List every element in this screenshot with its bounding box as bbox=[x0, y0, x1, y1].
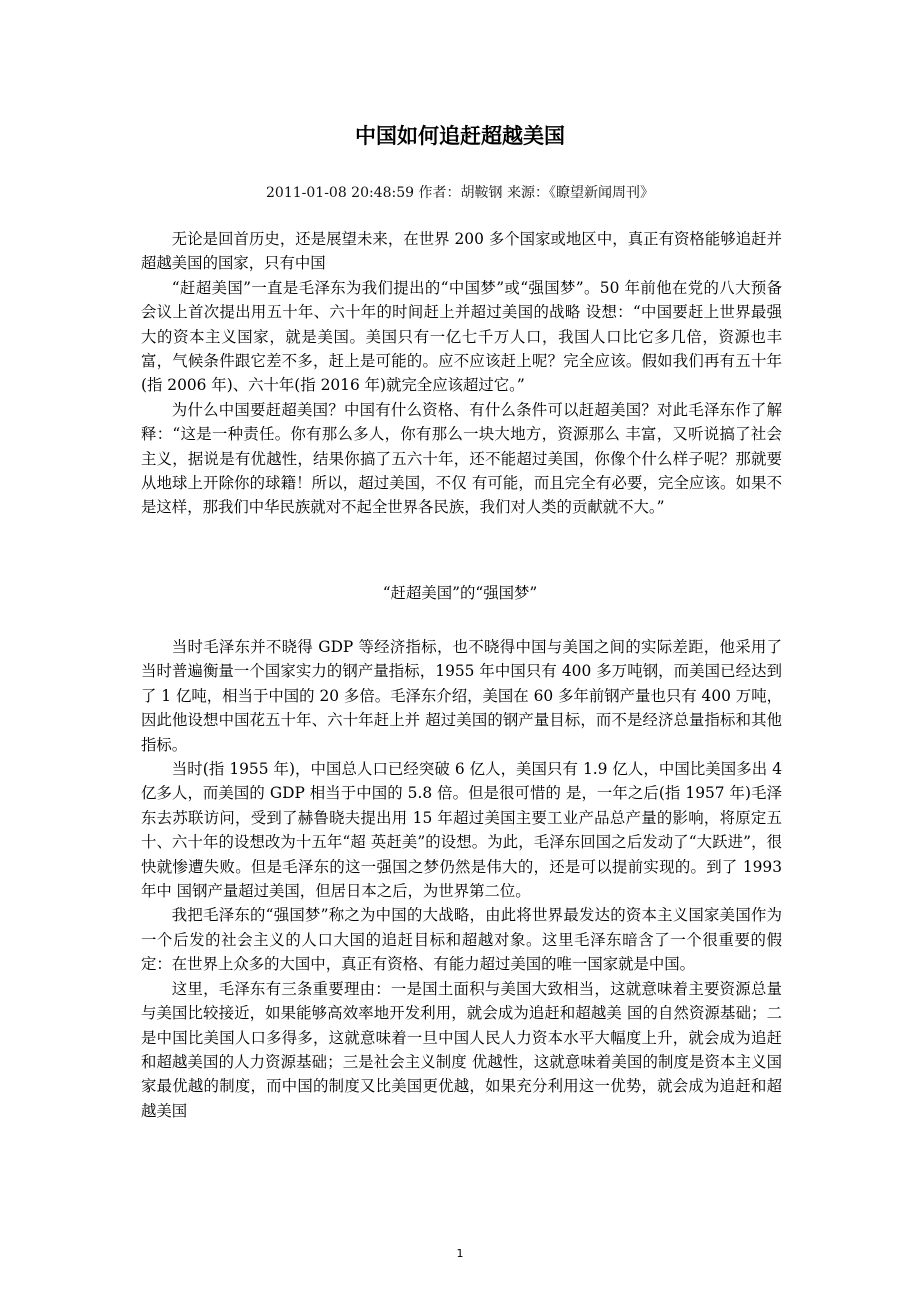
page-number: 1 bbox=[456, 1247, 464, 1260]
paragraph: 我把毛泽东的“强国梦”称之为中国的大战略，由此将世界最发达的资本主义国家美国作为一个后发的社会主义的人口大国的追赶目标和超越对象。这里毛泽东暗含了一个很重要的假定：在世界上众多的大国中，真正有资格、有能力超过美国的唯一国家就是中国。 bbox=[141, 906, 782, 974]
paragraph: 无论是回首历史，还是展望未来，在世界 200 多个国家或地区中，真正有资格能够追赶并超越美国的国家，只有中国 bbox=[141, 230, 782, 273]
article-body-section-2 bbox=[141, 635, 782, 1123]
paragraph: “赶超美国”一直是毛泽东为我们提出的“中国梦”或“强国梦”。50 年前他在党的八大预备会议上首次提出用五十年、六十年的时间赶上并超过美国的战略 设想：“中国要赶上世界最强大的资本主义国家，就是美国。美国只有一亿七千万人口，我国人口比它多几倍，资源也丰富，气候条件跟它差不多，赶上是可能的。应不应该赶上呢？完全应该。假如我们再有五十年(指 2006 年)、六十年(指 2016 年)就完全应该超过它。” bbox=[141, 278, 782, 395]
paragraph: 当时(指 1955 年)，中国总人口已经突破 6 亿人，美国只有 1.9 亿人，中国比美国多出 4 亿多人，而美国的 GDP 相当于中国的 5.8 倍。但是很可惜的 是，一年之后(指 1957 年)毛泽东去苏联访问，受到了赫鲁晓夫提出用 15 年超过美国主要工业产品总产量的影响，将原定五十、六十年的设想改为十五年“超 英赶美”的设想。为此，毛泽东回国之后发动了“大跃进”，很快就惨遭失败。但是毛泽东的这一强国之梦仍然是伟大的，还是可以提前实现的。到了 1993 年中 国钢产量超过美国，但居日本之后，为世界第二位。 bbox=[141, 760, 782, 901]
article-body-section-1 bbox=[141, 227, 782, 520]
article-meta: 2011-01-08 20:48:59 作者：胡鞍钢 来源：《瞭望新闻周刊》 bbox=[266, 185, 654, 201]
article-title: 中国如何追赶超越美国 bbox=[355, 124, 565, 148]
paragraph: 当时毛泽东并不晓得 GDP 等经济指标，也不晓得中国与美国之间的实际差距，他采用了当时普遍衡量一个国家实力的钢产量指标，1955 年中国只有 400 多万吨钢，而美国已经达到了 1 亿吨，相当于中国的 20 多倍。毛泽东介绍，美国在 60 多年前钢产量也只有 400 万吨，因此他设想中国花五十年、六十年赶上并 超过美国的钢产量目标，而不是经济总量指标和其他指标。 bbox=[141, 638, 782, 754]
paragraph: 这里，毛泽东有三条重要理由：一是国土面积与美国大致相当，这就意味着主要资源总量与美国比较接近，如果能够高效率地开发利用，就会成为追赶和超越美 国的自然资源基础；二是中国比美国人口多得多，这就意味着一旦中国人民人力资本水平大幅度上升，就会成为追赶和超越美国的人力资源基础；三是社会主义制度 优越性，这就意味着美国的制度是资本主义国家最优越的制度，而中国的制度又比美国更优越，如果充分利用这一优势，就会成为追赶和超越美国 bbox=[141, 979, 782, 1120]
section-heading: “赶超美国”的“强国梦” bbox=[382, 584, 538, 602]
paragraph: 为什么中国要赶超美国？中国有什么资格、有什么条件可以赶超美国？对此毛泽东作了解释：“这是一种责任。你有那么多人，你有那么一块大地方，资源那么 丰富，又听说搞了社会主义，据说是有优越性，结果你搞了五六十年，还不能超过美国，你像个什么样子呢？那就要从地球上开除你的球籍！所以，超过美国，不仅 有可能，而且完全有必要，完全应该。如果不是这样，那我们中华民族就对不起全世界各民族，我们对人类的贡献就不大。” bbox=[141, 400, 782, 517]
